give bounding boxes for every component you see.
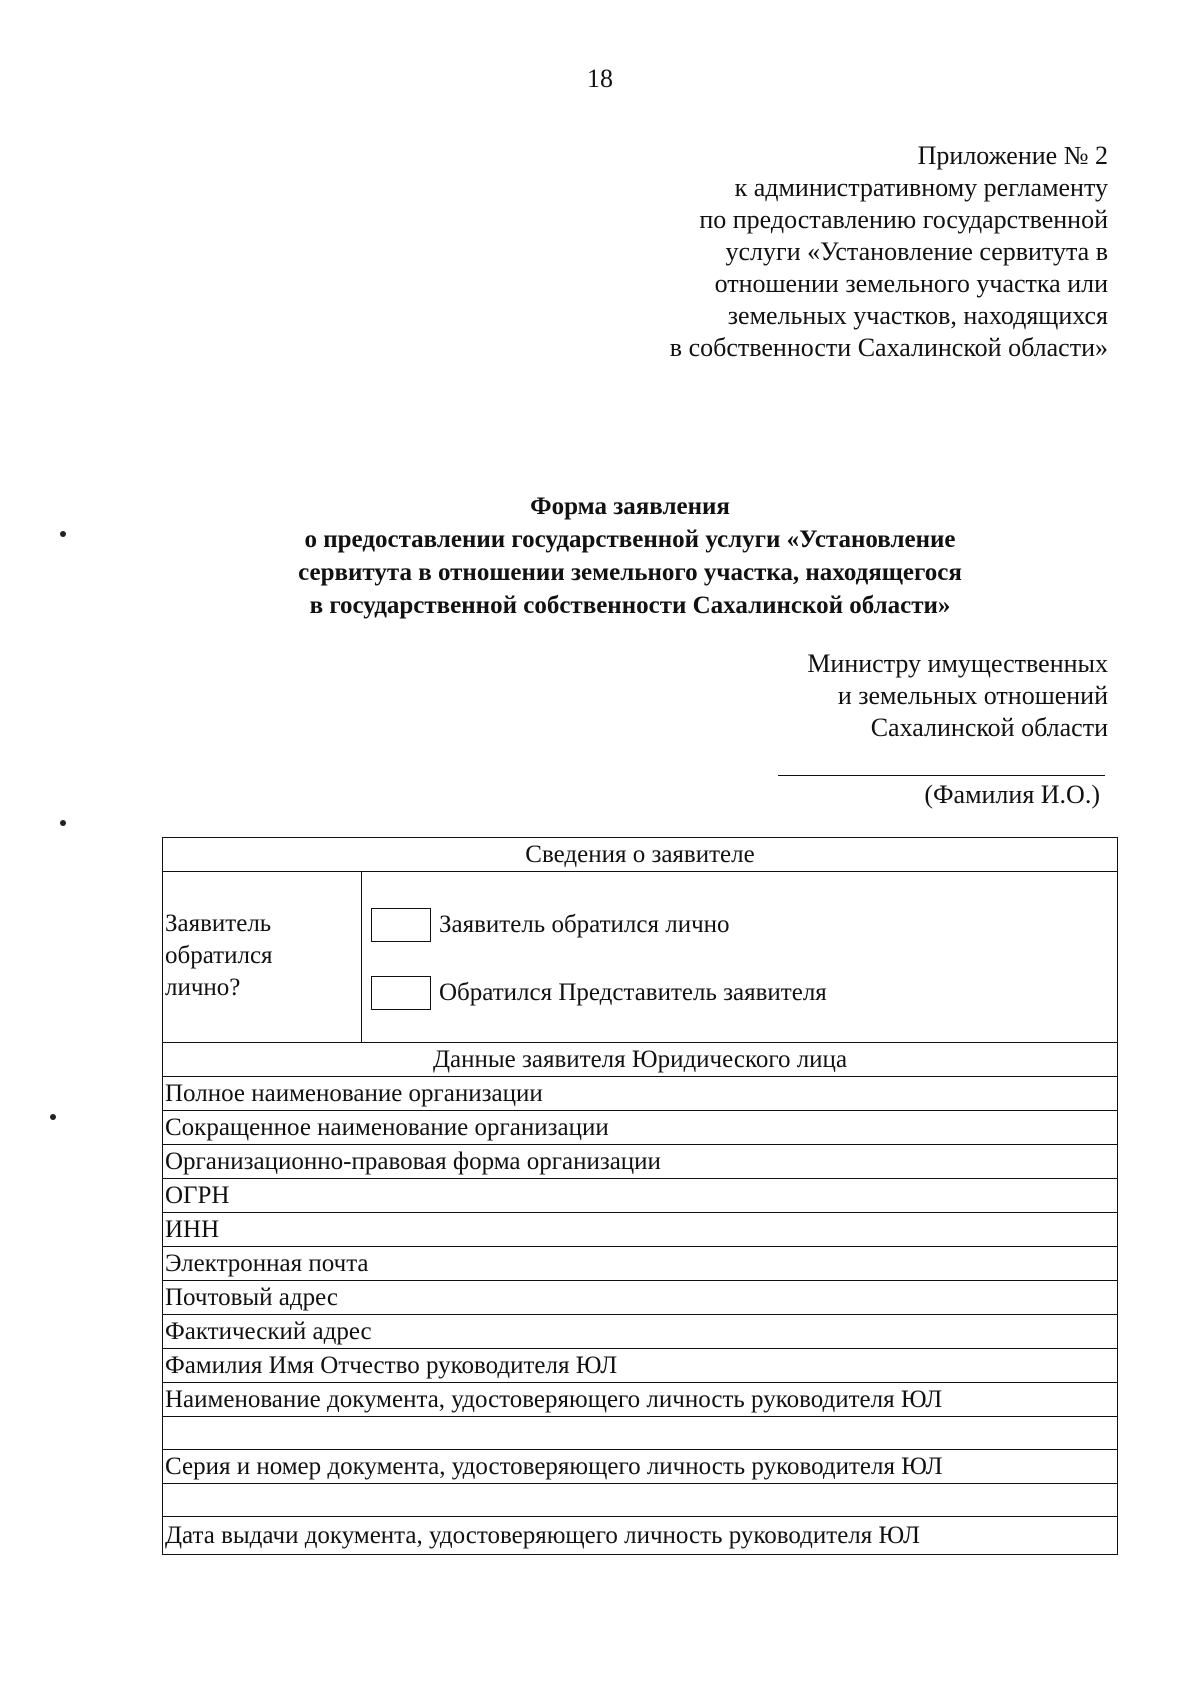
personal-visit-options — [362, 872, 1117, 1042]
option-label: Обратился Представитель заявителя — [439, 979, 827, 1006]
form-title-line: Форма заявления — [530, 493, 730, 520]
personal-visit-row — [163, 872, 1117, 1043]
field-short-name[interactable]: Сокращенное наименование организации — [163, 1111, 1117, 1145]
appendix-line: к административному регламенту — [734, 173, 1108, 202]
field-legal-form[interactable]: Организационно-правовая форма организации — [163, 1145, 1117, 1179]
blank-input-row[interactable] — [163, 1484, 1117, 1517]
question-line: Заявитель — [165, 910, 272, 937]
appendix-line: отношении земельного участка или — [714, 269, 1108, 298]
applicant-personally-checkbox[interactable] — [371, 908, 431, 942]
appendix-header — [548, 140, 1108, 364]
addressee-line: Министру имущественных — [807, 649, 1108, 678]
addressee-block — [608, 648, 1108, 744]
scan-speck — [60, 531, 66, 537]
application-form-table — [162, 837, 1118, 1555]
field-ogrn[interactable]: ОГРН — [163, 1179, 1117, 1213]
form-title — [0, 490, 1200, 622]
addressee-line: и земельных отношений — [837, 681, 1108, 710]
section-header-legal-entity: Данные заявителя Юридического лица — [163, 1043, 1117, 1077]
representative-checkbox[interactable] — [371, 976, 431, 1010]
field-inn[interactable]: ИНН — [163, 1213, 1117, 1247]
section-header-applicant: Сведения о заявителе — [163, 838, 1117, 872]
page-number: 18 — [587, 64, 613, 93]
field-postal-address[interactable]: Почтовый адрес — [163, 1281, 1117, 1315]
option-label: Заявитель обратился лично — [439, 911, 730, 938]
option-applicant-personally — [371, 908, 730, 942]
scan-speck — [60, 820, 66, 826]
scan-speck — [50, 1114, 56, 1120]
signature-caption: (Фамилия И.О.) — [924, 780, 1100, 809]
field-email[interactable]: Электронная почта — [163, 1247, 1117, 1281]
field-id-document-series[interactable]: Серия и номер документа, удостоверяющего личность руководителя ЮЛ — [163, 1450, 1117, 1484]
question-line: лично? — [165, 974, 241, 1001]
field-actual-address[interactable]: Фактический адрес — [163, 1315, 1117, 1349]
field-director-name[interactable]: Фамилия Имя Отчество руководителя ЮЛ — [163, 1349, 1117, 1383]
form-title-line: о предоставлении государственной услуги «Установление — [304, 526, 956, 553]
appendix-line: земельных участков, находящихся — [727, 301, 1108, 330]
appendix-line: по предоставлению государственной — [699, 205, 1108, 234]
field-full-name[interactable]: Полное наименование организации — [163, 1077, 1117, 1111]
appendix-line: Приложение № 2 — [917, 141, 1108, 170]
signature-line[interactable] — [778, 775, 1105, 776]
question-line: обратился — [165, 942, 273, 969]
personal-visit-question — [163, 872, 362, 1042]
addressee-line: Сахалинской области — [870, 713, 1108, 742]
form-title-line: сервитута в отношении земельного участка, находящегося — [298, 559, 962, 586]
appendix-line: услуги «Установление сервитута в — [725, 237, 1108, 266]
blank-input-row[interactable] — [163, 1417, 1117, 1450]
field-id-document-date[interactable]: Дата выдачи документа, удостоверяющего личность руководителя ЮЛ — [165, 1522, 920, 1549]
field-id-document-name[interactable]: Наименование документа, удостоверяющего личность руководителя ЮЛ — [163, 1383, 1117, 1417]
form-title-line: в государственной собственности Сахалинской области» — [309, 592, 951, 619]
option-representative — [371, 976, 827, 1010]
appendix-line: в собственности Сахалинской области» — [669, 333, 1108, 362]
